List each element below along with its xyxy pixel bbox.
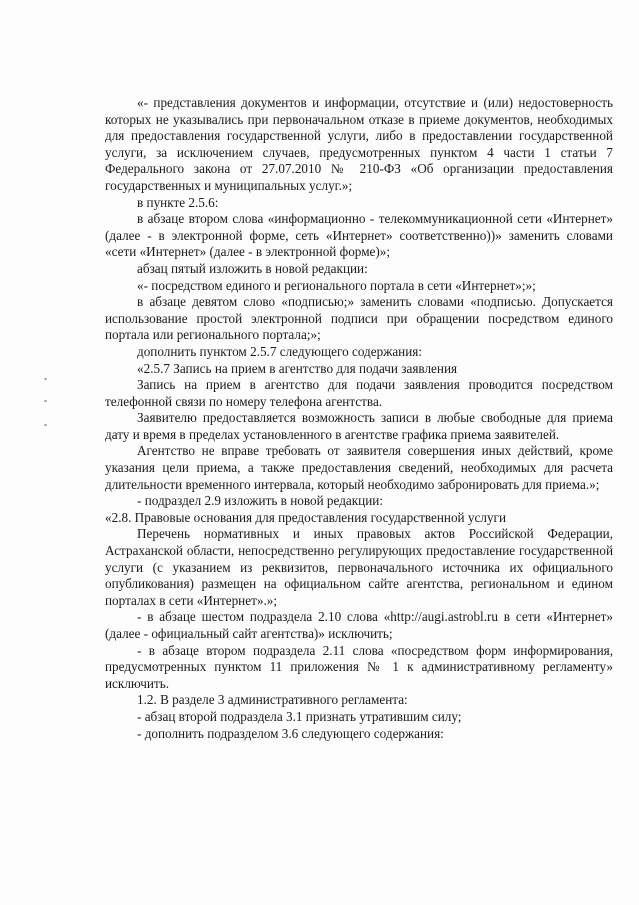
paragraph: «- представления документов и информации, отсутствие и (или) недостоверность которых не указывались при первоначальном отказе в приеме документов, необходимых для предоставления государственной услуги, либо в предоставлении государственной услуги, за исключением случаев, предусмотренных пунктом 4 части 1 статьи 7 Федерального закона от 27.07.2010 № 210-ФЗ «Об организации предоставления государственных и муниципальных услуг.»; bbox=[105, 95, 613, 193]
paragraph: Перечень нормативных и иных правовых актов Российской Федерации, Астраханской области, непосредственно регулирующих предоставление государственной услуги (с указанием из реквизитов, первоначального источника их официального опубликования) размещен на официальном сайте агентства, региональном и едином порталах в сети «Интернет».»; bbox=[105, 526, 613, 608]
scan-margin-mark bbox=[44, 424, 47, 426]
scan-margin-mark bbox=[44, 400, 47, 402]
paragraph: «- посредством единого и регионального портала в сети «Интернет»;»; bbox=[137, 277, 536, 293]
paragraph: - абзац второй подраздела 3.1 признать утратившим силу; bbox=[137, 708, 462, 724]
section-heading: «2.8. Правовые основания для предоставления государственной услуги bbox=[105, 509, 507, 525]
paragraph: - в абзаце шестом подраздела 2.10 слова «http://augi.astrobl.ru в сети «Интернет» (далее - официальный сайт агентства)» исключить; bbox=[105, 609, 613, 641]
paragraph: 1.2. В разделе 3 административного регламента: bbox=[137, 692, 408, 708]
paragraph: в абзаце втором слова «информационно - телекоммуникационной сети «Интернет» (далее - в электронной форме, сеть «Интернет» соответственно))» заменить словами «сети «Интернет» (далее - в электронной форме)»; bbox=[105, 211, 613, 260]
paragraph: в абзаце девятом слово «подписью;» заменить словами «подписью. Допускается использование простой электронной подписи при обращении посредством единого портала или регионального портала;»; bbox=[105, 294, 613, 343]
paragraph: Агентство не вправе требовать от заявителя совершения иных действий, кроме указания цели приема, а также предоставления сведений, необходимых для расчета длительности временного интервала, который необходимо забронировать для приема.»; bbox=[105, 443, 613, 492]
paragraph: «2.5.7 Запись на прием в агентство для подачи заявления bbox=[137, 360, 458, 376]
document-body bbox=[105, 95, 613, 742]
paragraph: - в абзаце втором подраздела 2.11 слова «посредством форм информирования, предусмотренных пунктом 11 приложения № 1 к административному регламенту» исключить. bbox=[105, 642, 613, 691]
scan-margin-mark bbox=[44, 378, 47, 380]
paragraph: Запись на прием в агентство для подачи заявления проводится посредством телефонной связи по номеру телефона агентства. bbox=[105, 377, 613, 409]
paragraph: - подраздел 2.9 изложить в новой редакции: bbox=[137, 493, 384, 509]
paragraph: дополнить пунктом 2.5.7 следующего содержания: bbox=[137, 343, 423, 359]
paragraph: абзац пятый изложить в новой редакции: bbox=[137, 260, 368, 276]
paragraph: - дополнить подразделом 3.6 следующего содержания: bbox=[137, 725, 444, 741]
paragraph: в пункте 2.5.6: bbox=[137, 194, 219, 210]
paragraph: Заявителю предоставляется возможность записи в любые свободные для приема дату и время в пределах установленного в агентстве графика приема заявителей. bbox=[105, 410, 613, 442]
